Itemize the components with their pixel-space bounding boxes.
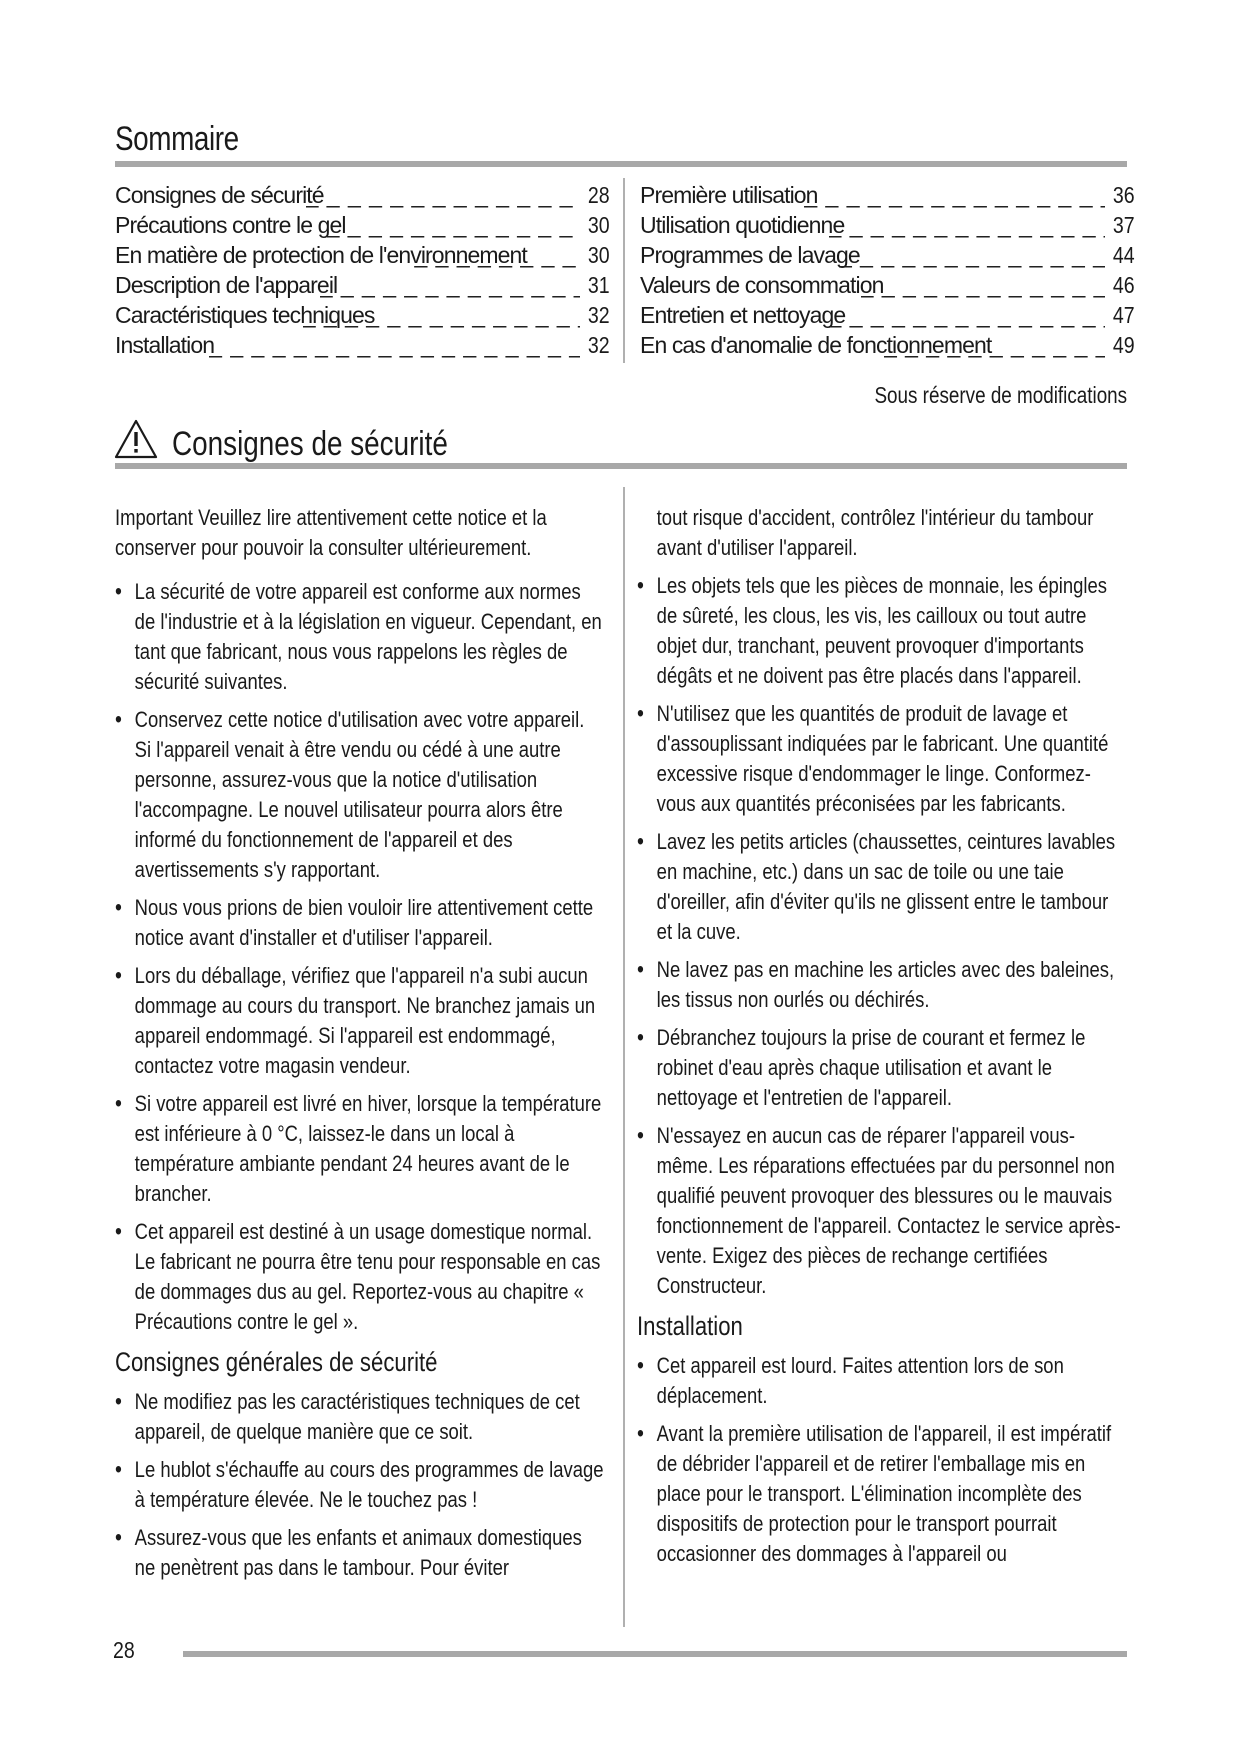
toc-entry-page: 32 [588, 302, 610, 328]
toc-entry[interactable] [115, 300, 610, 330]
safety-list [115, 577, 605, 1337]
toc-left [115, 180, 610, 360]
toc-entry[interactable] [115, 210, 610, 240]
list-item: • Lors du déballage, vérifiez que l'appareil n'a subi aucun dommage au cours du transport. Ne branchez jamais un appareil endommagé. Si l'appareil est endommagé, contactez votre magasin vendeur. [115, 961, 605, 1081]
toc-leader [327, 210, 581, 240]
toc-entry-label: Utilisation quotidienne [640, 212, 845, 238]
list-item: • Lavez les petits articles (chaussettes, ceintures lavables en machine, etc.) dans un sac de toile ou une taie d'oreiller, afin d'éviter qu'ils ne glissent entre le tambour et la cuve. [637, 827, 1127, 947]
toc-leader [320, 270, 581, 300]
toc-entry[interactable] [640, 270, 1135, 300]
footer-rule [183, 1651, 1127, 1657]
toc-entry[interactable] [640, 300, 1135, 330]
toc-leader [829, 300, 1106, 330]
left-column [115, 503, 605, 1591]
toc-entry-label: Précautions contre le gel [115, 212, 346, 238]
intro-text: Veuillez lire attentivement cette notice et la conserver pour pouvoir la consulter ultérieurement. [115, 505, 547, 560]
toc-entry-label: Première utilisation [640, 182, 818, 208]
toc-entry-label: Caractéristiques techniques [115, 302, 375, 328]
toc-leader [884, 330, 1105, 360]
toc-entry[interactable] [115, 180, 610, 210]
section-rule [115, 463, 1127, 469]
warning-triangle-icon [113, 418, 159, 460]
list-item: • Cet appareil est destiné à un usage domestique normal. Le fabricant ne pourra être tenu pour responsable en cas de dommages dus au gel. Reportez-vous au chapitre « Précautions contre le gel ». [115, 1217, 605, 1337]
toc-entry-page: 46 [1113, 272, 1135, 298]
list-item: • N'essayez en aucun cas de réparer l'appareil vous-même. Les réparations effectuées par du personnel non qualifié peuvent provoquer des blessures ou le mauvais fonctionnement de l'appareil. Contactez le service après-vente. Exigez des pièces de rechange certifiées Constructeur. [637, 1121, 1127, 1301]
safety-list-continued [637, 571, 1127, 1301]
toc-entry-page: 32 [588, 332, 610, 358]
right-column [637, 503, 1127, 1577]
toc-entry-page: 37 [1113, 212, 1135, 238]
intro-paragraph [115, 503, 605, 563]
general-safety-list [115, 1387, 605, 1583]
list-item: • Si votre appareil est livré en hiver, lorsque la température est inférieure à 0 °C, laissez-le dans un local à température ambiante pendant 24 heures avant de le brancher. [115, 1089, 605, 1209]
list-item: • Nous vous prions de bien vouloir lire attentivement cette notice avant d'installer et d'utiliser l'appareil. [115, 893, 605, 953]
toc-entry-label: Programmes de lavage [640, 242, 860, 268]
toc-leader [829, 210, 1106, 240]
installation-list [637, 1351, 1127, 1569]
toc-entry[interactable] [115, 270, 610, 300]
toc-entry-label: En cas d'anomalie de fonctionnement [640, 332, 992, 358]
toc-leader [861, 270, 1106, 300]
toc-leader [306, 180, 581, 210]
toc-divider [623, 178, 625, 363]
toc-leader [209, 330, 580, 360]
section-title: Consignes de sécurité [172, 425, 448, 463]
toc-leader [303, 300, 581, 330]
toc-entry[interactable] [115, 330, 610, 360]
toc-leader [414, 240, 580, 270]
intro-lead: Important [115, 505, 193, 530]
toc-entry-label: Description de l'appareil [115, 272, 338, 298]
toc-entry-label: Installation [115, 332, 215, 358]
list-item: • Le hublot s'échauffe au cours des programmes de lavage à température élevée. Ne le touchez pas ! [115, 1455, 605, 1515]
toc-entry-page: 44 [1113, 242, 1135, 268]
continued-text: tout risque d'accident, contrôlez l'intérieur du tambour avant d'utiliser l'appareil. [656, 505, 1094, 560]
list-item: • Cet appareil est lourd. Faites attention lors de son déplacement. [637, 1351, 1127, 1411]
list-item: • Ne lavez pas en machine les articles avec des baleines, les tissus non ourlés ou déchirés. [637, 955, 1127, 1015]
toc-leader [804, 180, 1105, 210]
toc-entry-page: 30 [588, 212, 610, 238]
list-item: • N'utilisez que les quantités de produit de lavage et d'assouplissant indiquées par le fabricant. Une quantité excessive risque d'endommager le linge. Conformez-vous aux quantités préconisées par les fabricants. [637, 699, 1127, 819]
toc-entry-label: En matière de protection de l'environnement [115, 242, 527, 268]
list-item: • La sécurité de votre appareil est conforme aux normes de l'industrie et à la législation en vigueur. Cependant, en tant que fabricant, nous vous rappelons les règles de sécurité suivantes. [115, 577, 605, 697]
modifications-note: Sous réserve de modifications [874, 382, 1127, 408]
toc-right [640, 180, 1135, 360]
toc-entry-label: Entretien et nettoyage [640, 302, 846, 328]
list-item: • Assurez-vous que les enfants et animaux domestiques ne penètrent pas dans le tambour. Pour éviter [115, 1523, 605, 1583]
list-item: • Ne modifiez pas les caractéristiques techniques de cet appareil, de quelque manière que ce soit. [115, 1387, 605, 1447]
toc-leader [839, 240, 1105, 270]
toc-entry-label: Valeurs de consommation [640, 272, 884, 298]
toc-entry[interactable] [115, 240, 610, 270]
toc-entry[interactable] [640, 210, 1135, 240]
column-divider [623, 487, 625, 1627]
subheading-general-safety: Consignes générales de sécurité [115, 1347, 438, 1377]
toc-entry-page: 47 [1113, 302, 1135, 328]
list-item: • Débranchez toujours la prise de courant et fermez le robinet d'eau après chaque utilisation et avant le nettoyage et l'entretien de l'appareil. [637, 1023, 1127, 1113]
toc-entry-page: 36 [1113, 182, 1135, 208]
toc-entry-label: Consignes de sécurité [115, 182, 324, 208]
list-item: • Les objets tels que les pièces de monnaie, les épingles de sûreté, les clous, les vis, les cailloux ou tout autre objet dur, tranchant, peuvent provoquer d'importants dégâts et ne doivent pas être placés dans l'appareil. [637, 571, 1127, 691]
toc-entry-page: 49 [1113, 332, 1135, 358]
toc-entry[interactable] [640, 240, 1135, 270]
sommaire-title: Sommaire [115, 120, 239, 158]
page-number: 28 [113, 1637, 135, 1663]
subheading-installation: Installation [637, 1311, 743, 1341]
header-rule [115, 161, 1127, 167]
toc-entry-page: 28 [588, 182, 610, 208]
toc-entry[interactable] [640, 330, 1135, 360]
toc-entry[interactable] [640, 180, 1135, 210]
list-item: • Avant la première utilisation de l'appareil, il est impératif de débrider l'appareil et de retirer l'emballage mis en place pour le transport. L'élimination incomplète des dispositifs de protection pour le transport pourrait occasionner des dommages à l'appareil ou [637, 1419, 1127, 1569]
list-item: • Conservez cette notice d'utilisation avec votre appareil. Si l'appareil venait à être vendu ou cédé à une autre personne, assurez-vous que la notice d'utilisation l'accompagne. Le nouvel utilisateur pourra alors être informé du fonctionnement de l'appareil et des avertissements s'y rapportant. [115, 705, 605, 885]
toc-entry-page: 30 [588, 242, 610, 268]
toc-entry-page: 31 [588, 272, 610, 298]
